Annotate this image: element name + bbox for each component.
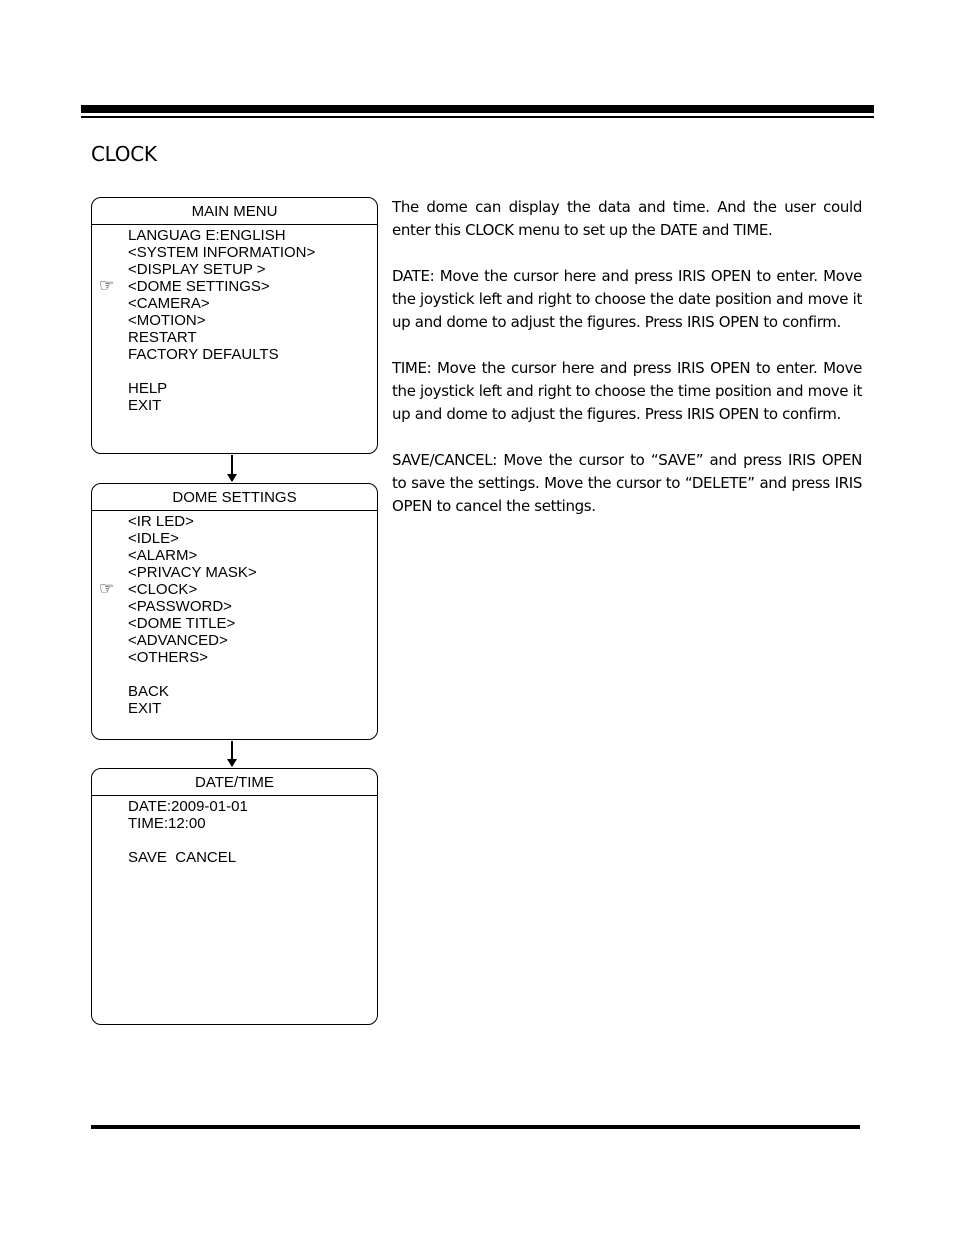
menu-item-label: HELP (128, 380, 168, 397)
main-menu-title: MAIN MENU (92, 200, 377, 225)
section-title: CLOCK (91, 142, 157, 166)
menu-item-label: BACK (128, 683, 169, 700)
menu-item[interactable] (92, 227, 377, 244)
menu-item[interactable] (92, 380, 377, 397)
menu-item[interactable] (92, 278, 377, 295)
menu-item[interactable] (92, 397, 377, 414)
menu-item[interactable] (92, 581, 377, 598)
menu-item[interactable] (92, 649, 377, 666)
time-paragraph: TIME: Move the cursor here and press IRIS OPEN to enter. Move the joystick left and right to choose the time position and move it up and dome to adjust the figures. Press IRIS OPEN to confirm. (392, 359, 862, 423)
menu-item[interactable] (92, 598, 377, 615)
menu-item-label: <ALARM> (128, 547, 198, 564)
hand-pointer-icon: ☞ (99, 276, 115, 295)
menu-item[interactable] (92, 295, 377, 312)
menu-item-label: <OTHERS> (128, 649, 209, 666)
menu-item[interactable] (92, 312, 377, 329)
menu-item-label: <ADVANCED> (128, 632, 228, 649)
menu-item-label: LANGUAG E:ENGLISH (128, 227, 286, 244)
menu-item[interactable] (92, 632, 377, 649)
intro-paragraph: The dome can display the data and time. And the user could enter this CLOCK menu to set up the DATE and TIME. (392, 198, 862, 239)
menu-item[interactable] (92, 346, 377, 363)
menu-item-label: RESTART (128, 329, 197, 346)
menu-item-label: SAVE CANCEL (128, 849, 237, 866)
menu-item[interactable] (92, 798, 377, 815)
menu-item[interactable] (92, 683, 377, 700)
menu-item-label: <DOME TITLE> (128, 615, 236, 632)
menu-item-label: <DOME SETTINGS> (128, 278, 270, 295)
hand-pointer-icon: ☞ (99, 579, 115, 598)
header-rule-thick (81, 105, 874, 113)
menu-item-label: TIME:12:00 (128, 815, 206, 832)
dome-settings-panel (91, 483, 378, 740)
menu-spacer (92, 666, 377, 683)
menu-item-label: <PASSWORD> (128, 598, 232, 615)
menu-item-label: <IR LED> (128, 513, 194, 530)
menu-item-label: <CAMERA> (128, 295, 210, 312)
arrow-down-icon (231, 455, 233, 481)
save-cancel-paragraph: SAVE/CANCEL: Move the cursor to “SAVE” and press IRIS OPEN to save the settings. Move the cursor to “DELETE” and press IRIS OPEN to cancel the settings. (392, 451, 862, 515)
date-time-title: DATE/TIME (92, 771, 377, 796)
menu-item-label: <SYSTEM INFORMATION> (128, 244, 316, 261)
menu-spacer (92, 363, 377, 380)
description-text (392, 196, 862, 541)
menu-item-label: <PRIVACY MASK> (128, 564, 257, 581)
date-time-list (92, 796, 377, 866)
menu-item-label: <IDLE> (128, 530, 179, 547)
menu-item-label: DATE:2009-01-01 (128, 798, 248, 815)
menu-item[interactable] (92, 261, 377, 278)
date-paragraph: DATE: Move the cursor here and press IRIS OPEN to enter. Move the joystick left and right to choose the date position and move it up and dome to adjust the figures. Press IRIS OPEN to confirm. (392, 267, 862, 331)
menu-item[interactable] (92, 564, 377, 581)
dome-settings-title: DOME SETTINGS (92, 486, 377, 511)
menu-spacer (92, 832, 377, 849)
menu-item[interactable] (92, 700, 377, 717)
main-menu-panel (91, 197, 378, 454)
menu-item-label: <CLOCK> (128, 581, 198, 598)
menu-item-label: EXIT (128, 397, 162, 414)
menu-item[interactable] (92, 329, 377, 346)
menu-item[interactable] (92, 530, 377, 547)
menu-item[interactable] (92, 815, 377, 832)
header-rule-thin (81, 116, 874, 118)
menu-item[interactable] (92, 849, 377, 866)
menu-item[interactable] (92, 513, 377, 530)
menu-item[interactable] (92, 547, 377, 564)
menu-item[interactable] (92, 615, 377, 632)
main-menu-list (92, 225, 377, 414)
arrow-down-icon (231, 741, 233, 766)
footer-rule (91, 1125, 860, 1129)
menu-item-label: EXIT (128, 700, 162, 717)
menu-item[interactable] (92, 244, 377, 261)
dome-settings-list (92, 511, 377, 717)
menu-item-label: <DISPLAY SETUP > (128, 261, 266, 278)
menu-item-label: FACTORY DEFAULTS (128, 346, 279, 363)
date-time-panel (91, 768, 378, 1025)
menu-item-label: <MOTION> (128, 312, 206, 329)
